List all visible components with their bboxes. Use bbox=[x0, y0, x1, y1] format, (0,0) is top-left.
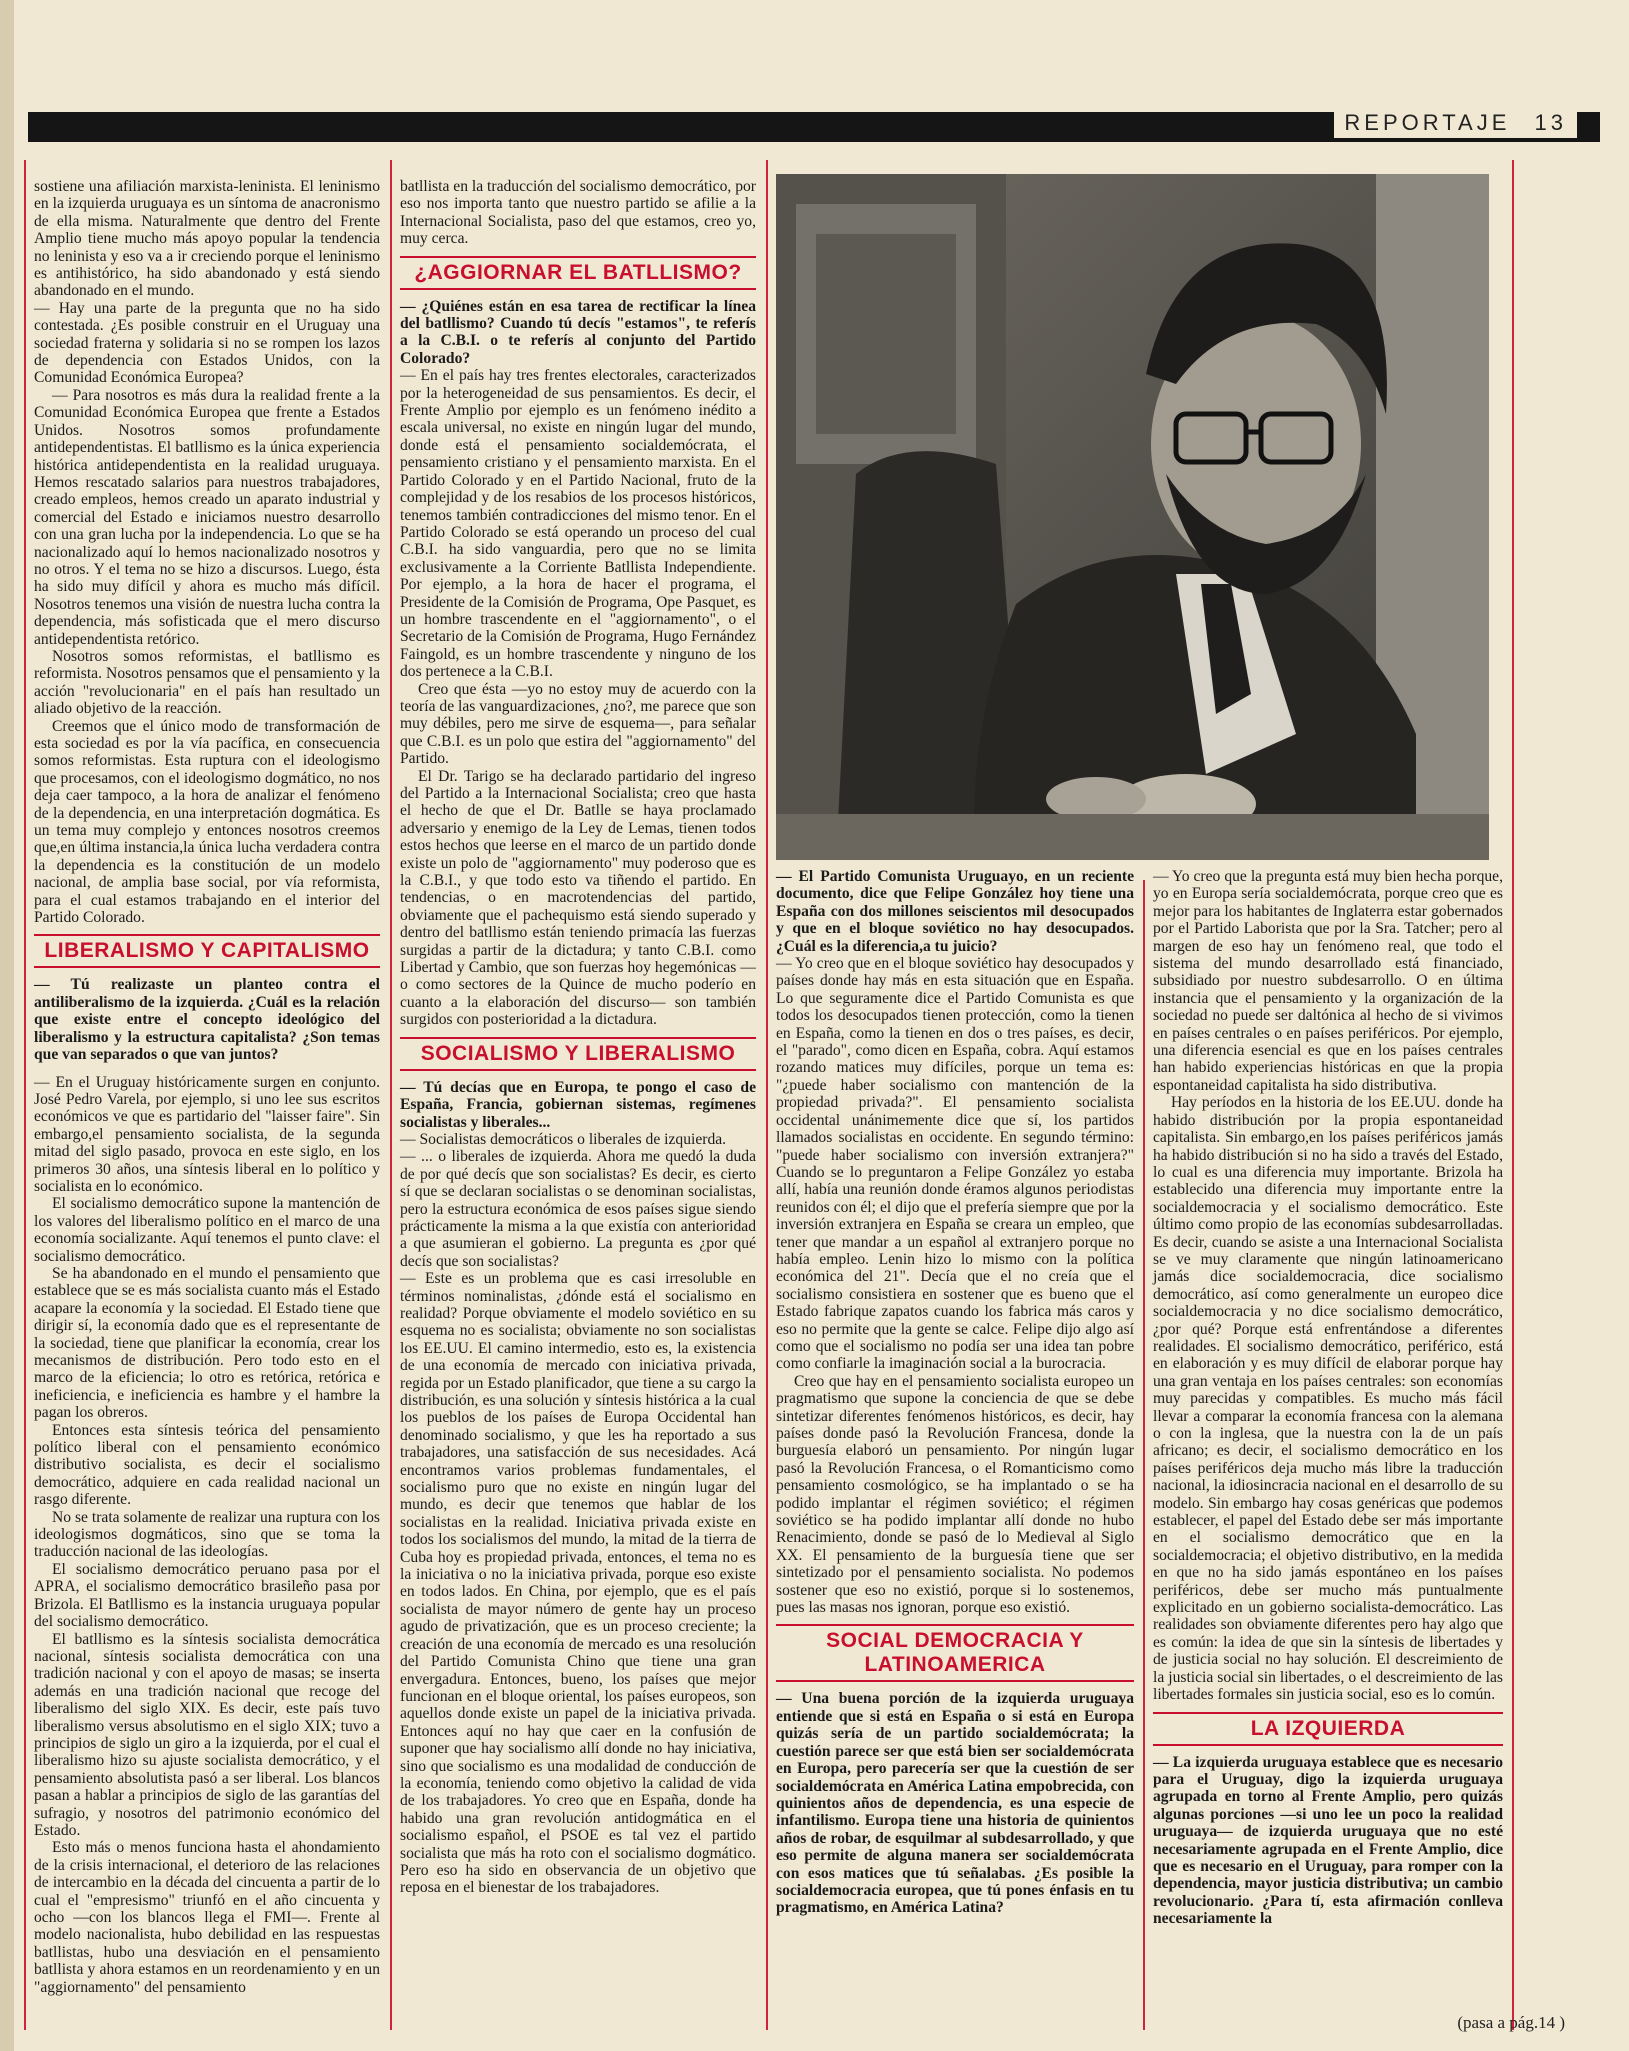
paragraph: Nosotros somos reformistas, el batllismo es reformista. Nosotros pensamos que el pensamiento y la acción "revolucionaria" en el país han resultado un aliado objetivo de la reacción. bbox=[34, 647, 380, 718]
section-header bbox=[1334, 108, 1577, 138]
paragraph: — ... o liberales de izquierda. Ahora me quedó la duda de por qué decís que son socialistas? Es decir, es cierto sí que se declaran socialistas o se denominan socialistas, pero la estructura económica de esos países sigue siendo prácticamente la misma a la que existía con anterioridad a que asumieran el gobierno. La pregunta es ¿por qué decís que son socialistas? bbox=[400, 1148, 756, 1270]
paragraph: Creo que ésta —yo no estoy muy de acuerdo con la teoría de las vanguardizaciones, ¿no?, me parece que son muy débiles, pero me sirve de esquema—, para señalar que C.B.I. es un polo que estira del "aggiornamento" del Partido. bbox=[400, 680, 756, 768]
page-edge bbox=[0, 0, 14, 2051]
column-4 bbox=[1153, 868, 1503, 1928]
section-heading: LIBERALISMO Y CAPITALISMO bbox=[34, 934, 380, 968]
section-heading: ¿AGGIORNAR EL BATLLISMO? bbox=[400, 256, 756, 290]
paragraph: — Socialistas democráticos o liberales de izquierda. bbox=[400, 1130, 727, 1148]
interview-question: — El Partido Comunista Uruguayo, en un reciente documento, dice que Felipe González hoy tiene una España con dos millones seiscientos mil desocupados y que en el bloque soviético no hay desocupados. ¿Cuál es la diferencia,a tu juicio? bbox=[776, 868, 1134, 955]
paragraph: El batllismo es la síntesis socialista democrática nacional, síntesis socialista democrática con una tradición nacional y con el apoyo de masas; se inserta además en una tradición nacional que recoge del liberalismo del siglo XIX. Es decir, este país tuvo liberalismo versus absolutismo en el siglo XIX; tuvo a principios de siglo un giro a la izquierda, por el cual el liberalismo hizo su ajuste socialista democrático, y el pensamiento absolutista pasó a ser liberal. Los blancos pasan a hablar a principios de siglo de las garantías del sufragio, y nosotros del patrimonio económico del Estado. bbox=[34, 1630, 380, 1839]
column-rule bbox=[24, 160, 26, 2030]
interview-question: — La izquierda uruguaya establece que es necesario para el Uruguay, digo la izquierda uruguaya agrupada en torno al Frente Amplio, pero quizás algunas porciones —si uno lee un poco la realidad uruguaya— de izquierda uruguaya que no esté necesariamente agrupada en el Frente Amplio, dice que es necesario en el Uruguay, para romper con la dependencia, mayor justicia distributiva; un cambio revolucionario. ¿Para tí, esta afirmación conlleva necesariamente la bbox=[1153, 1753, 1503, 1928]
section-heading: SOCIAL DEMOCRACIA Y LATINOAMERICA bbox=[776, 1624, 1134, 1682]
interview-question: — Una buena porción de la izquierda uruguaya entiende que si está en España o si está en Europa quizás sería de un partido socialdemócrata; la cuestión parece ser que está bien ser socialdemócrata en Europa, pero parecería ser que la cuestión de ser socialdemócrata en América Latina empobrecida, con quinientos años de dependencia, es una especie de infantilismo. Europa tiene una historia de quinientos años de robar, de esquilmar al subdesarrollado, y que eso permite de alguna manera ser socialdemócrata con esos matices que tú señalabas. ¿Es posible la socialdemocracia europea, que tú pones énfasis en tu pragmatismo, en América Latina? bbox=[776, 1690, 1134, 1917]
paragraph: El socialismo democrático supone la mantención de los valores del liberalismo político en el marco de una economía socializante. Aquí tenemos el punto clave: el socialismo democrático. bbox=[34, 1195, 380, 1265]
paragraph: — Hay una parte de la pregunta que no ha sido contestada. ¿Es posible construir en el Uruguay una sociedad fraterna y solidaria si no se rompen los lazos de dependencia con Estados Unidos, con la Comunidad Económica Europea? bbox=[34, 299, 380, 387]
paragraph: Se ha abandonado en el mundo el pensamiento que establece que se es más socialista cuanto más el Estado acapare la economía y la sociedad. El Estado tiene que dirigir sí, la economía dado que es el representante de la sociedad, tiene que planificar la economía, crear los mecanismos de distribución. Pero todo esto en el marco de la eficiencia; lo otro es retórica, retórica e ineficiencia, e ineficiencia es hambre y el hambre la pagan los obreros. bbox=[34, 1264, 380, 1422]
column-rule bbox=[766, 160, 768, 2030]
column-1 bbox=[34, 178, 380, 1996]
paragraph: Creo que hay en el pensamiento socialista europeo un pragmatismo que supone la conciencia de que se debe sintetizar diferentes fenómenos históricos, es decir, hay países donde pasó la Revolución Francesa, donde la burguesía elaboró un pensamiento. Por ningún lugar pasó la Revolución Francesa, o el Romanticismo como pensamiento cosmológico, se ha implantado o se ha podido implantar el régimen soviético; el régimen soviético se ha podido implantar allí donde no hubo Renacimiento, donde se pasó de lo Medieval al Siglo XX. El pensamiento de la burguesía tiene que ser sintetizado por el pensamiento socialista. No podemos sostener que eso no existió, porque si lo sostenemos, pues las masas nos ignoran, porque eso existió. bbox=[776, 1372, 1134, 1617]
column-rule bbox=[1143, 880, 1145, 2030]
paragraph: — En el Uruguay históricamente surgen en conjunto. José Pedro Varela, por ejemplo, si uno lee sus escritos económicos ve que es partidario del "laisser faire". Sin embargo,el pensamiento socialista, de la segunda mitad del siglo pasado, provoca en este siglo, en los primeros 30 años, una síntesis liberal en lo político y socialista en lo económico. bbox=[34, 1073, 380, 1195]
portrait-illustration bbox=[776, 174, 1489, 860]
column-2 bbox=[400, 178, 756, 1897]
paragraph: Esto más o menos funciona hasta el ahondamiento de la crisis internacional, el deterioro de las relaciones de intercambio en la década del cincuenta a partir de lo cual el "empresismo" triunfó en el año cincuenta y ocho —con los blancos llega el FMI—. Frente al modelo nacionalista, hubo debilidad en las respuestas batllistas, hubo una desviación en el pensamiento batllista y ahora estamos en un reordenamiento y en un "aggiornamento" del pensamiento bbox=[34, 1839, 380, 1996]
section-heading: SOCIALISMO Y LIBERALISMO bbox=[400, 1037, 756, 1071]
paragraph: No se trata solamente de realizar una ruptura con los ideologismos dogmáticos, sino que se toma la traducción nacional de las ideologías. bbox=[34, 1508, 380, 1561]
paragraph: sostiene una afiliación marxista-leninista. El leninismo en la izquierda uruguaya es un síntoma de anacronismo de ella misma. Naturalmente que dentro del Frente Amplio tiene mucho más apoyo popular la tendencia no leninista y eso va a ir creciendo porque el leninismo es antihistórico, ha sido abandonado y está siendo abandonado en el mundo. bbox=[34, 178, 380, 300]
paragraph: — Yo creo que la pregunta está muy bien hecha porque, yo en Europa sería socialdemócrata, porque creo que es mejor para los habitantes de Inglaterra estar gobernados por el Partido Laborista que por la Sra. Tatcher; pero al margen de eso hay un fenómeno real, que todo el sistema del mundo desarrollado está financiado, subsidiado por nuestro subdesarrollo. O en última instancia que el pensamiento y la organización de la sociedad no puede ser daltónica al hecho de si vivimos en países centrales o en países periféricos. Por ejemplo, una diferencia esencial es que en los países centrales han habido experiencias históricas en que la propia espontaneidad capitalista ha sido distributiva. bbox=[1153, 868, 1503, 1094]
column-rule bbox=[1512, 160, 1514, 2030]
page-number: 13 bbox=[1534, 110, 1567, 135]
continued-on-page: (pasa a pág.14 ) bbox=[1457, 2013, 1565, 2032]
interview-portrait-photo bbox=[776, 174, 1489, 860]
paragraph: El socialismo democrático peruano pasa por el APRA, el socialismo democrático brasileño pasa por Brizola. El Batllismo es la instancia uruguaya popular del socialismo democrático. bbox=[34, 1560, 380, 1631]
paragraph: Creemos que el único modo de transformación de esta sociedad es por la vía pacífica, en consecuencia somos reformistas. Esta ruptura con el ideologismo que procesamos, con el ideologismo dogmático, no nos deja caer tampoco, a la hora de analizar el fenómeno de la dependencia, en una interpretación dogmática. Es un tema muy complejo y entonces nosotros creemos que,en última instancia,la única lucha verdadera contra la dependencia es la constitución de un modelo nacional, de amplia base social, por vía reformista, para el cual estamos trabajando en el interior del Partido Colorado. bbox=[34, 717, 380, 927]
paragraph: — Este es un problema que es casi irresoluble en términos nominalistas, ¿dónde está el socialismo en realidad? Porque obviamente el modelo soviético en su esquema no es socialista; obviamente no son socialistas los EE.UU. El camino intermedio, esto es, la existencia de una economía de mercado con iniciativa privada, regida por un Estado planificador, que tiene a su cargo la distribución, es una solución y síntesis histórica a la cual los pueblos de los países de Europa Occidental han denominado socialismo, y que les ha reportado a sus trabajadores, una satisfacción de sus necesidades. Acá encontramos varios problemas fundamentales, el socialismo puro que no existe en ningún lugar del mundo, es decir que tenemos que hablar de los socialistas en la realidad. Iniciativa privada existe en todos los socialismos del mundo, la mitad de la tierra de Cuba hoy es propiedad privada, entonces, el tema no es la iniciativa o no la iniciativa privada, porque eso existe en todos lados. En China, por ejemplo, que es el país socialista de mayor número de gente hay un proceso agudo de privatización, que es un proceso creciente; la creación de una economía de mercado es una resolución del Partido Comunista Chino que tiene una gran envergadura. Entonces, bueno, los países que mejor funcionan en el bloque oriental, los países europeos, son aquellos donde existe un papel de la iniciativa privada. Entonces aquí no hay que caer en la confusión de suponer que hay socialismo allí donde no hay iniciativa, sino que socialismo es una modalidad de conducción de la economía, teniendo como objetivo la calidad de vida de los trabajadores. Yo creo que en España, donde ha habido una gran revolución antidogmática en el socialismo español, el PSOE es tal vez el partido socialista que más ha roto con el socialismo dogmático. Pero eso ha sido en observancia de un objetivo que reposa en el bienestar de los trabajadores. bbox=[400, 1270, 756, 1897]
interview-question: — ¿Quiénes están en esa tarea de rectificar la línea del batllismo? Cuando tú decís "estamos", te referís a la C.B.I. o te referís al conjunto del Partido Colorado? bbox=[400, 297, 756, 367]
paragraph: batllista en la traducción del socialismo democrático, por eso nos importa tanto que nuestro partido se afilie a la Internacional Socialista, paso del que estamos, creo yo, muy cerca. bbox=[400, 178, 756, 248]
column-3 bbox=[776, 868, 1134, 1917]
paragraph: Hay períodos en la historia de los EE.UU. donde ha habido distribución por la propia espontaneidad capitalista. Sin embargo,en los países periféricos jamás ha habido distribución si no ha sido a través del Estado, lo cual es una diferencia muy importante. Brizola ha establecido una diferencia muy importante entre la socialdemocracia y el socialismo democrático. Este último como propio de las economías subdesarrolladas. Es decir, cuando se asiste a una Internacional Socialista se ve muy claramente que ningún latinoamericano jamás dice socialdemocracia, dice socialismo democrático, así como generalmente un europeo dice socialdemocracia y no dice socialismo democrático, ¿por qué? Porque está enfrentándose a diferentes realidades. El socialismo democrático, periférico, está en elaboración y es muy difícil de elaborar porque hay una gran ventaja en los países centrales: son economías muy parecidas y compatibles. Es mucho más fácil llevar a comparar la economía francesa con la alemana o con la inglesa, que la nuestra con la de un país africano; es decir, el socialismo democrático en los países periféricos deja mucho más libre la traducción nacional, la idiosincracia nacional en el desarrollo de su modelo. Sin embargo hay cosas genéricas que podemos establecer, el papel del Estado debe ser más importante en el socialismo democrático que en la socialdemocracia; el objetivo distributivo, en la medida en que no ha sido jamás espontáneo en los países periféricos, debe ser mucho más puntualmente explicitado en un gobierno socialista-democrático. Las realidades son obviamente diferentes pero hay algo que es común: la idea de que sin la síntesis de libertades y de justicia social no hay solución. El descreimiento de la justicia social sin libertades, o el descreimiento de las libertades formales sin justicia social, eso es lo común. bbox=[1153, 1094, 1503, 1704]
paragraph: El Dr. Tarigo se ha declarado partidario del ingreso del Partido a la Internacional Socialista; creo que hasta el hecho de que el Dr. Batlle se haya proclamado adversario y enemigo de la Ley de Lemas, tienen todos estos hechos que leerse en el marco de un partido donde existe un polo de "aggiornamento" muy poderoso que es la C.B.I., y que todo esto va tiñendo el partido. En tendencias, o en macrotendencias del partido, obviamente que el pachequismo está siendo superado y dentro del batllismo están teniendo primacía las fuerzas surgidas a partir de la dictadura; y tanto C.B.I. como Libertad y Cambio, que son fuerzas hoy hegemónicas —o como sectores de la Quince de mucho poderío en cuanto a la elaboración del discurso— son también surgidos con posterioridad a la dictadura. bbox=[400, 767, 756, 1029]
column-rule bbox=[390, 160, 392, 2030]
interview-question: — Tú realizaste un planteo contra el antiliberalismo de la izquierda. ¿Cuál es la relación que existe entre el concepto ideológico del liberalismo y la estructura capitalista? ¿Son temas que van separados o que van juntos? bbox=[34, 976, 380, 1064]
section-heading: LA IZQUIERDA bbox=[1153, 1712, 1503, 1746]
paragraph: — Yo creo que en el bloque soviético hay desocupados y países donde hay más en esta situación que en España. Lo que seguramente dice el Partido Comunista es que todos los desocupados tienen protección, como la tienen en España, como la tienen en dos o tres países, es decir, el "parado", como dicen en España, cobra. Aquí estamos rozando matices muy difíciles, porque un tema es: "¿puede haber socialismo con mantención de la propiedad privada?". El pensamiento socialista occidental unánimemente dice que sí, los partidos llamados socialistas en occidente. En segundo término: "puede haber socialismo con inversión extranjera?" Cuando se lo preguntaron a Felipe González yo estaba allí, había una reunión donde éramos algunos periodistas reunidos con él; el dijo que el prefería siempre que por la inversión extranjera en España se creara un empleo, que tener que mandar a un español al extranjero porque no había empleo. Lenin hizo lo mismo con la política económica del 21". Decía que el no creía que el socialismo consistiera en sostener que es bueno que el Estado fabrique zapatos cuando los fabrica más caros y eso no permite que la gente se calce. Felipe dijo algo así como que el socialismo no podía ser una idea tan pobre como confiarle la imaginación social a la burocracia. bbox=[776, 955, 1134, 1373]
paragraph: — En el país hay tres frentes electorales, caracterizados por la heterogeneidad de sus pensamientos. Es decir, el Frente Amplio por ejemplo es un fenómeno inédito a escala universal, no existe en ningún lugar del mundo, donde está el pensamiento socialdemócrata, el pensamiento cristiano y el pensamiento marxista. En el Partido Colorado y en el Partido Nacional, fruto de la complejidad y de los resabios de los procesos históricos, tenemos también contradicciones del mismo tenor. En el Partido Colorado se está operando un proceso del cual C.B.I. ha sido vanguardia, pero que no se limita exclusivamente a la Corriente Batllista Independiente. Por ejemplo, a la hora de hacer el programa, el Presidente de la Comisión de Programa, Ope Pasquet, es un hombre trascendente en el "aggiornamento", o el Secretario de la Comisión de Programa, Hugo Fernández Faingold, es un hombre trascendente y ninguno de los dos pertenece a la C.B.I. bbox=[400, 367, 756, 681]
section-name: REPORTAJE bbox=[1344, 110, 1511, 135]
interview-question: — Tú decías que en Europa, te pongo el caso de España, Francia, gobiernan sistemas, regímenes socialistas y liberales... bbox=[400, 1078, 756, 1131]
paragraph: — Para nosotros es más dura la realidad frente a la Comunidad Económica Europea que frente a Estados Unidos. Nosotros somos profundamente antidependentistas. El batllismo es la única experiencia histórica antidependentista en la realidad uruguaya. Hemos rescatado salarios para nuestros trabajadores, creado empleos, hemos creado un aparato industrial y comercial del Estado e iniciamos nuestro desarrollo con una gran lucha por la independencia. Lo que se ha nacionalizado aquí lo hemos nacionalizado nosotros y no otros. Y el tema no se hizo a discursos. Luego, ésta ha sido muy difícil y ahora es mucho más difícil. Nosotros tenemos una visión de nuestra lucha contra la dependencia, más sofisticada que el mero discurso antidependentista retórico. bbox=[34, 386, 380, 648]
paragraph: Entonces esta síntesis teórica del pensamiento político liberal con el pensamiento económico distributivo socialista, es decir el socialismo democrático, adquiere en cada realidad nacional un rasgo diferente. bbox=[34, 1421, 380, 1509]
